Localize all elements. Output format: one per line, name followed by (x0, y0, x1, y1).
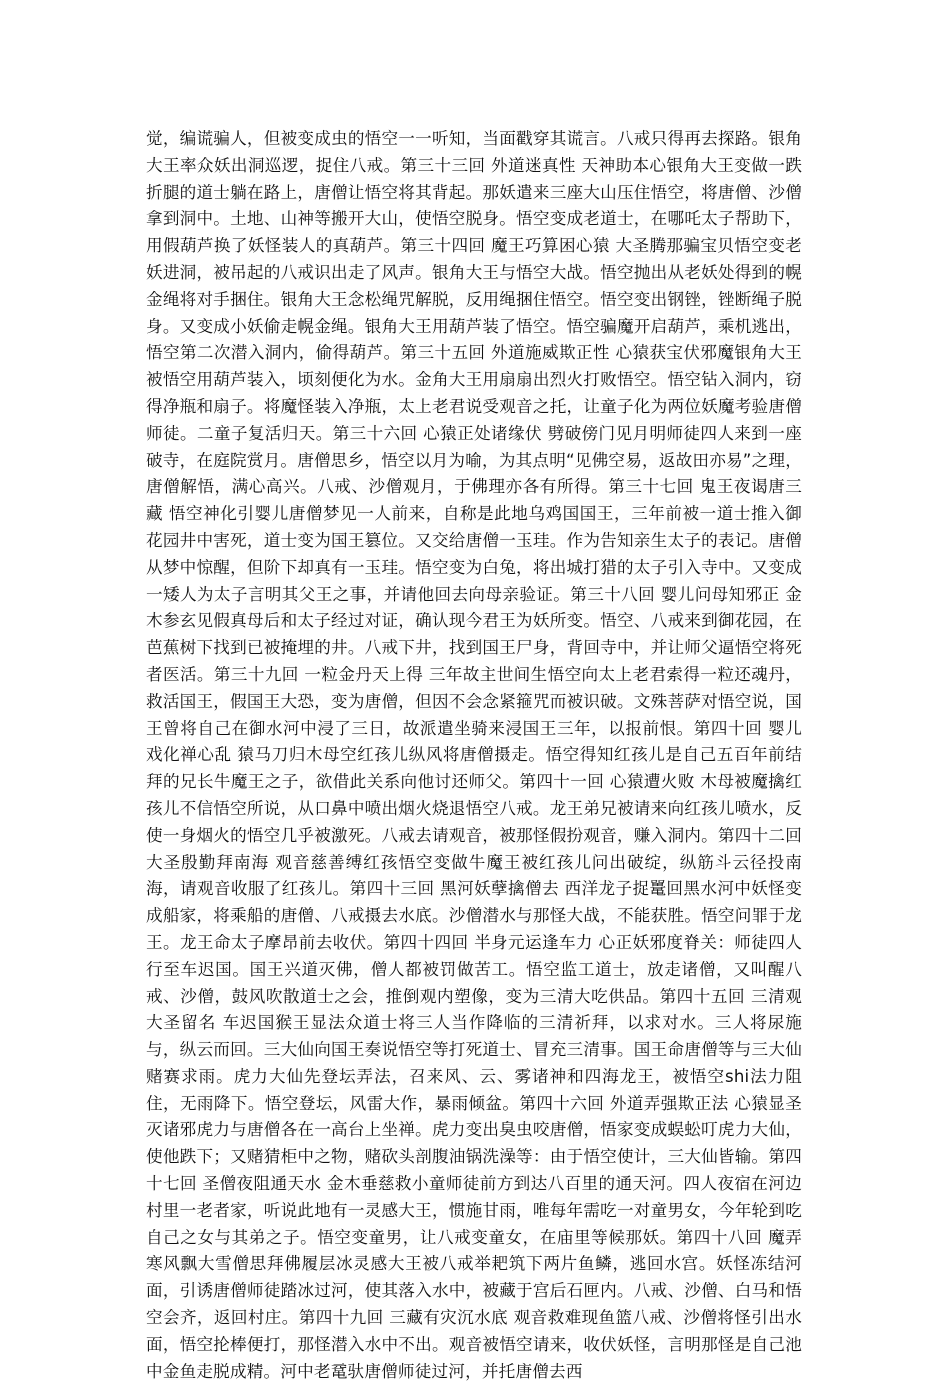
body-paragraph: 觉，编谎骗人，但被变成虫的悟空一一听知，当面戳穿其谎言。八戒只得再去探路。银角大王率众妖出洞巡逻，捉住八戒。第三十三回 外道迷真性 天神助本心银角大王变做一跌折腿的道士躺在路上，唐僧让悟空将其背起。那妖遣来三座大山压住悟空，将唐僧、沙僧拿到洞中。土地、山神等搬开大山，使悟空脱身。悟空变成老道士，在哪吒太子帮助下，用假葫芦换了妖怪装人的真葫芦。第三十四回 魔王巧算困心猿 大圣腾那骗宝贝悟空变老妖进洞，被吊起的八戒识出走了风声。银角大王与悟空大战。悟空抛出从老妖处得到的幌金绳将对手捆住。银角大王念松绳咒解脱，反用绳捆住悟空。悟空变出钢锉，锉断绳子脱身。又变成小妖偷走幌金绳。银角大王用葫芦装了悟空。悟空骗魔开启葫芦，乘机逃出，悟空第二次潜入洞内，偷得葫芦。第三十五回 外道施威欺正性 心猿获宝伏邪魔银角大王被悟空用葫芦装入，顷刻便化为水。金角大王用扇扇出烈火打败悟空。悟空钻入洞内，窃得净瓶和扇子。将魔怪装入净瓶，太上老君说受观音之托，让童子化为两位妖魔考验唐僧师徒。二童子复活归天。第三十六回 心猿正处诸缘伏 劈破傍门见月明师徒四人来到一座破寺，在庭院赏月。唐僧思乡，悟空以月为喻，为其点明“见佛空易，返故田亦易”之理，唐僧解悟，满心高兴。八戒、沙僧观月，于佛理亦各有所得。第三十七回 鬼王夜谒唐三藏 悟空神化引婴儿唐僧梦见一人前来，自称是此地乌鸡国国王，三年前被一道士推入御花园井中害死，道士变为国王篡位。又交给唐僧一玉珪。作为告知亲生太子的表记。唐僧从梦中惊醒，但阶下却真有一玉珪。悟空变为白兔，将出城打猎的太子引入寺中。又变成一矮人为太子言明其父王之事，并请他回去向母亲验证。第三十八回 婴儿问母知邪正 金木参玄见假真母后和太子经过对证，确认现今君王为妖所变。悟空、八戒来到御花园，在芭蕉树下找到已被掩埋的井。八戒下井，找到国王尸身，背回寺中，并让师父逼悟空将死者医活。第三十九回 一粒金丹天上得 三年故主世间生悟空向太上老君索得一粒还魂丹，救活国王，假国王大恐，变为唐僧，但因不会念紧箍咒而被识破。文殊菩萨对悟空说，国王曾将自己在御水河中浸了三日，故派遣坐骑来浸国王三年，以报前恨。第四十回 婴儿戏化禅心乱 猿马刀归木母空红孩儿纵风将唐僧摄走。悟空得知红孩儿是自己五百年前结拜的兄长牛魔王之子，欲借此关系向他讨还师父。第四十一回 心猿遭火败 木母被魔擒红孩儿不信悟空所说，从口鼻中喷出烟火烧退悟空八戒。龙王弟兄被请来向红孩儿喷水，反使一身烟火的悟空几乎被激死。八戒去请观音，被那怪假扮观音，赚入洞内。第四十二回 大圣殷勤拜南海 观音慈善缚红孩悟空变做牛魔王被红孩儿问出破绽，纵筋斗云径投南海，请观音收服了红孩儿。第四十三回 黑河妖孽擒僧去 西洋龙子捉鼍回黑水河中妖怪变成船家，将乘船的唐僧、八戒摄去水底。沙僧潜水与那怪大战，不能获胜。悟空问罪于龙王。龙王命太子摩昂前去收伏。第四十四回 半身元运逢车力 心正妖邪度脊关：师徒四人行至车迟国。国王兴道灭佛，僧人都被罚做苦工。悟空监工道士，放走诸僧，又叫醒八戒、沙僧，鼓风吹散道士之会，推倒观内塑像，变为三清大吃供品。第四十五回 三清观大圣留名 车迟国猴王显法众道士将三人当作降临的三清祈拜，以求对水。三人将尿施与，纵云而回。三大仙向国王奏说悟空等打死道士、冒充三清事。国王命唐僧等与三大仙赌赛求雨。虎力大仙先登坛弄法，召来风、云、雾诸神和四海龙王，被悟空shi法力阻住，无雨降下。悟空登坛，风雷大作，暴雨倾盆。第四十六回 外道弄强欺正法 心猿显圣灭诸邪虎力与唐僧各在一高台上坐禅。虎力变出臭虫咬唐僧，悟家变成蜈蚣叮虎力大仙，使他跌下；又赌猜柜中之物，赌砍头剖腹油锅洗澡等：由于悟空使计，三大仙皆输。第四十七回 圣僧夜阻通天水 金木垂慈救小童师徒前方到达八百里的通天河。四人夜宿在河边村里一老者家，听说此地有一灵感大王，惯施甘雨，唯每年需吃一对童男女，今年轮到吃自己之女与其弟之子。悟空变童男，让八戒变童女，在庙里等候那妖。第四十八回 魔弄寒风飘大雪僧思拜佛履层冰灵感大王被八戒举耙筑下两片鱼鳞，逃回水宫。妖怪冻结河面，引诱唐僧师徒踏冰过河，使其落入水中，被藏于宫后石匣内。八戒、沙僧、白马和悟空会齐，返回村庄。第四十九回 三藏有灾沉水底 观音救难现鱼篮八戒、沙僧将怪引出水面，悟空抡棒便打，那怪潜入水中不出。观音被悟空请来，收伏妖怪，言明那怪是自己池中金鱼走脱成精。河中老鼋驮唐僧师徒过河，并托唐僧去西 (146, 129, 803, 1381)
